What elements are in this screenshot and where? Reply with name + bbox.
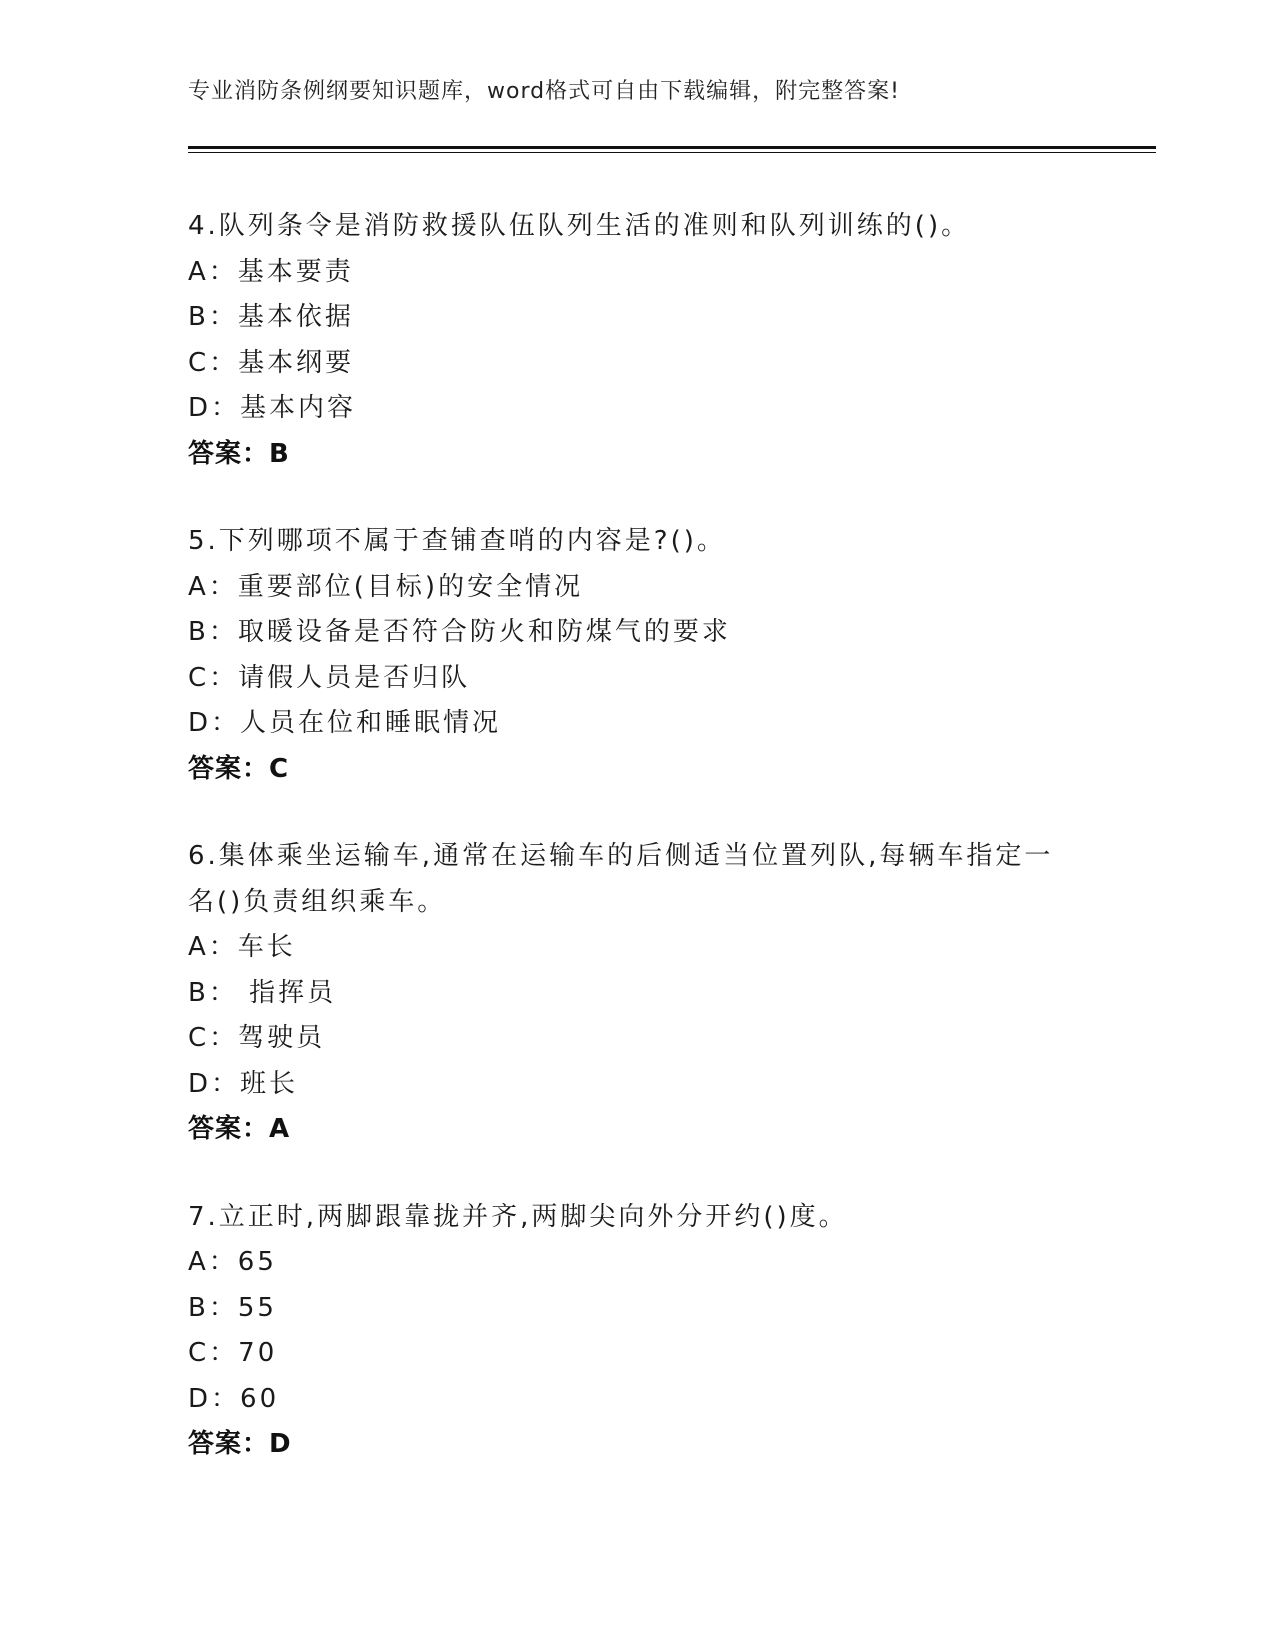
question-stem: 7.立正时,两脚跟靠拢并齐,两脚尖向外分开约()度。 <box>188 1201 848 1232</box>
option-d: D：基本内容 <box>188 393 357 423</box>
answer-line: 答案：A <box>188 1114 291 1144</box>
header-rule-thin <box>188 152 1156 153</box>
option-b: B：55 <box>188 1292 277 1323</box>
option-d: D：班长 <box>188 1068 299 1099</box>
question-block-7 <box>188 1195 1088 1468</box>
question-stem: 4.队列条令是消防救援队伍队列生活的准则和队列训练的()。 <box>188 211 971 241</box>
answer-line: 答案：C <box>188 753 290 784</box>
answer-line: 答案：D <box>188 1429 292 1459</box>
option-b: B：基本依据 <box>188 302 354 332</box>
option-a: A：65 <box>188 1247 277 1277</box>
option-d: D：60 <box>188 1383 280 1414</box>
question-list <box>188 204 1088 1510</box>
page-header-title: 专业消防条例纲要知识题库，word格式可自由下载编辑，附完整答案! <box>188 79 900 104</box>
option-b: B： 指挥员 <box>188 977 337 1008</box>
question-block-5 <box>188 519 1088 792</box>
question-block-4 <box>188 204 1088 477</box>
question-stem: 6.集体乘坐运输车,通常在运输车的后侧适当位置列队,每辆车指定一 <box>188 841 1054 871</box>
option-d: D：人员在位和睡眠情况 <box>188 708 502 738</box>
question-stem: 5.下列哪项不属于查铺查哨的内容是?()。 <box>188 526 726 556</box>
option-c: C：请假人员是否归队 <box>188 662 471 693</box>
question-block-6 <box>188 834 1088 1153</box>
option-c: C：70 <box>188 1338 278 1368</box>
question-stem-continued: 名()负责组织乘车。 <box>188 886 447 917</box>
option-b: B：取暖设备是否符合防火和防煤气的要求 <box>188 617 731 647</box>
header-rule-thick <box>188 146 1156 149</box>
option-a: A：基本要责 <box>188 256 354 287</box>
option-a: A：车长 <box>188 932 296 962</box>
option-c: C：驾驶员 <box>188 1023 326 1053</box>
answer-line: 答案：B <box>188 438 290 469</box>
option-c: C：基本纲要 <box>188 347 355 378</box>
option-a: A：重要部位(目标)的安全情况 <box>188 571 584 602</box>
